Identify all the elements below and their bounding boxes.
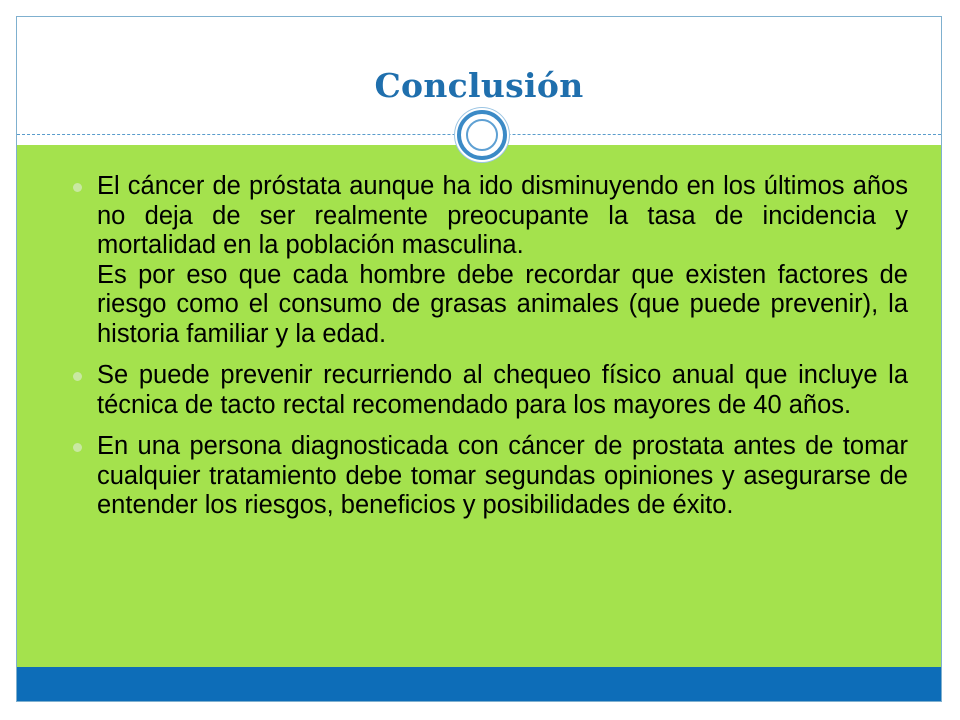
bullet-dot-icon [73,443,82,452]
bullet-dot-icon [73,372,82,381]
bullet-item [97,432,908,521]
bullet-dot-icon [73,183,82,192]
bullet-item [97,361,908,420]
bullet-paragraph: El cáncer de próstata aunque ha ido disminuyendo en los últimos años no deja de ser realmente preocupante la tasa de incidencia y mortalidad en la población masculina. [97,172,908,259]
bullet-list [17,172,942,533]
bullet-paragraph: En una persona diagnosticada con cáncer de prostata antes de tomar cualquier tratamiento debe tomar segundas opiniones y asegurarse de entender los riesgos, beneficios y posibilidades de éxito. [97,432,908,519]
slide [16,16,942,702]
ring-ornament-icon [457,110,507,160]
footer-band [17,667,941,701]
bullet-item [97,172,908,349]
bullet-paragraph: Es por eso que cada hombre debe recordar que existen factores de riesgo como el consumo de grasas animales (que puede prevenir), la historia familiar y la edad. [97,260,908,348]
ring-ornament-inner [466,119,498,151]
bullet-paragraph: Se puede prevenir recurriendo al chequeo físico anual que incluye la técnica de tacto rectal recomendado para los mayores de 40 años. [97,361,908,419]
slide-title: Conclusión [374,66,584,105]
